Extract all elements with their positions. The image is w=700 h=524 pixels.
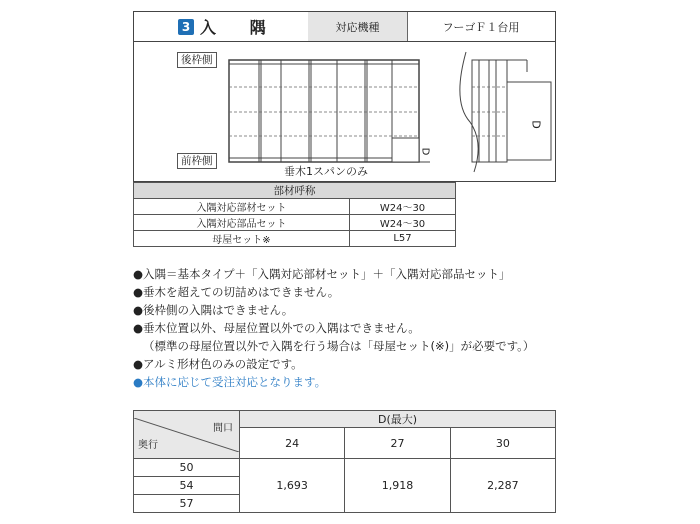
section-title: 入 隅 xyxy=(200,18,280,37)
section-title-cell xyxy=(134,12,309,41)
dimension-value: 2,287 xyxy=(450,459,555,513)
row-header: 57 xyxy=(134,495,240,513)
dimension-table xyxy=(133,410,556,513)
part-value: L57 xyxy=(350,231,456,247)
rear-frame-label: 後枠側 xyxy=(177,52,217,68)
corner-header xyxy=(134,411,240,459)
notes-list xyxy=(133,265,534,391)
column-header: 27 xyxy=(345,428,450,459)
parts-heading: 部材呼称 xyxy=(134,183,456,199)
table-row xyxy=(134,199,456,215)
table-row xyxy=(134,215,456,231)
dimension-value: 1,693 xyxy=(240,459,345,513)
d-dimension-side: D xyxy=(529,120,543,129)
header-bar xyxy=(133,11,556,42)
part-value: W24～30 xyxy=(350,215,456,231)
column-header: 24 xyxy=(240,428,345,459)
row-header: 50 xyxy=(134,459,240,477)
parts-table xyxy=(133,182,456,247)
note-line: ●本体に応じて受注対応となります。 xyxy=(133,375,327,389)
note-line: ●入隅＝基本タイプ＋「入隅対応部材セット」＋「入隅対応部品セット」 xyxy=(133,267,511,281)
dimension-title: D(最大) xyxy=(240,411,556,428)
column-axis-label: 間口 xyxy=(213,422,233,434)
note-line: ●後枠側の入隅はできません。 xyxy=(133,303,294,317)
column-header: 30 xyxy=(450,428,555,459)
d-dimension-small: D xyxy=(419,147,431,156)
row-axis-label: 奥行 xyxy=(138,439,158,451)
span-label: 垂木1スパンのみ xyxy=(284,165,368,178)
part-name: 入隅対応部材セット xyxy=(134,199,350,215)
part-value: W24～30 xyxy=(350,199,456,215)
part-name: 母屋セット※ xyxy=(134,231,350,247)
part-name: 入隅対応部品セット xyxy=(134,215,350,231)
compat-value: フーゴＦ１台用 xyxy=(442,20,520,34)
note-line: ●垂木位置以外、母屋位置以外での入隅はできません。 xyxy=(133,321,420,335)
note-line: ●アルミ形材色のみの設定です。 xyxy=(133,357,303,371)
table-row xyxy=(134,231,456,247)
diagram-panel xyxy=(133,42,556,182)
compat-label: 対応機種 xyxy=(308,12,408,41)
row-header: 54 xyxy=(134,477,240,495)
dimension-value: 1,918 xyxy=(345,459,450,513)
note-line: （標準の母屋位置以外で入隅を行う場合は「母屋セット(※)」が必要です。） xyxy=(143,339,535,353)
note-line: ●垂木を超えての切詰めはできません。 xyxy=(133,285,340,299)
section-number-badge: 3 xyxy=(178,19,194,35)
table-row xyxy=(134,459,556,477)
front-frame-label: 前枠側 xyxy=(177,153,217,169)
